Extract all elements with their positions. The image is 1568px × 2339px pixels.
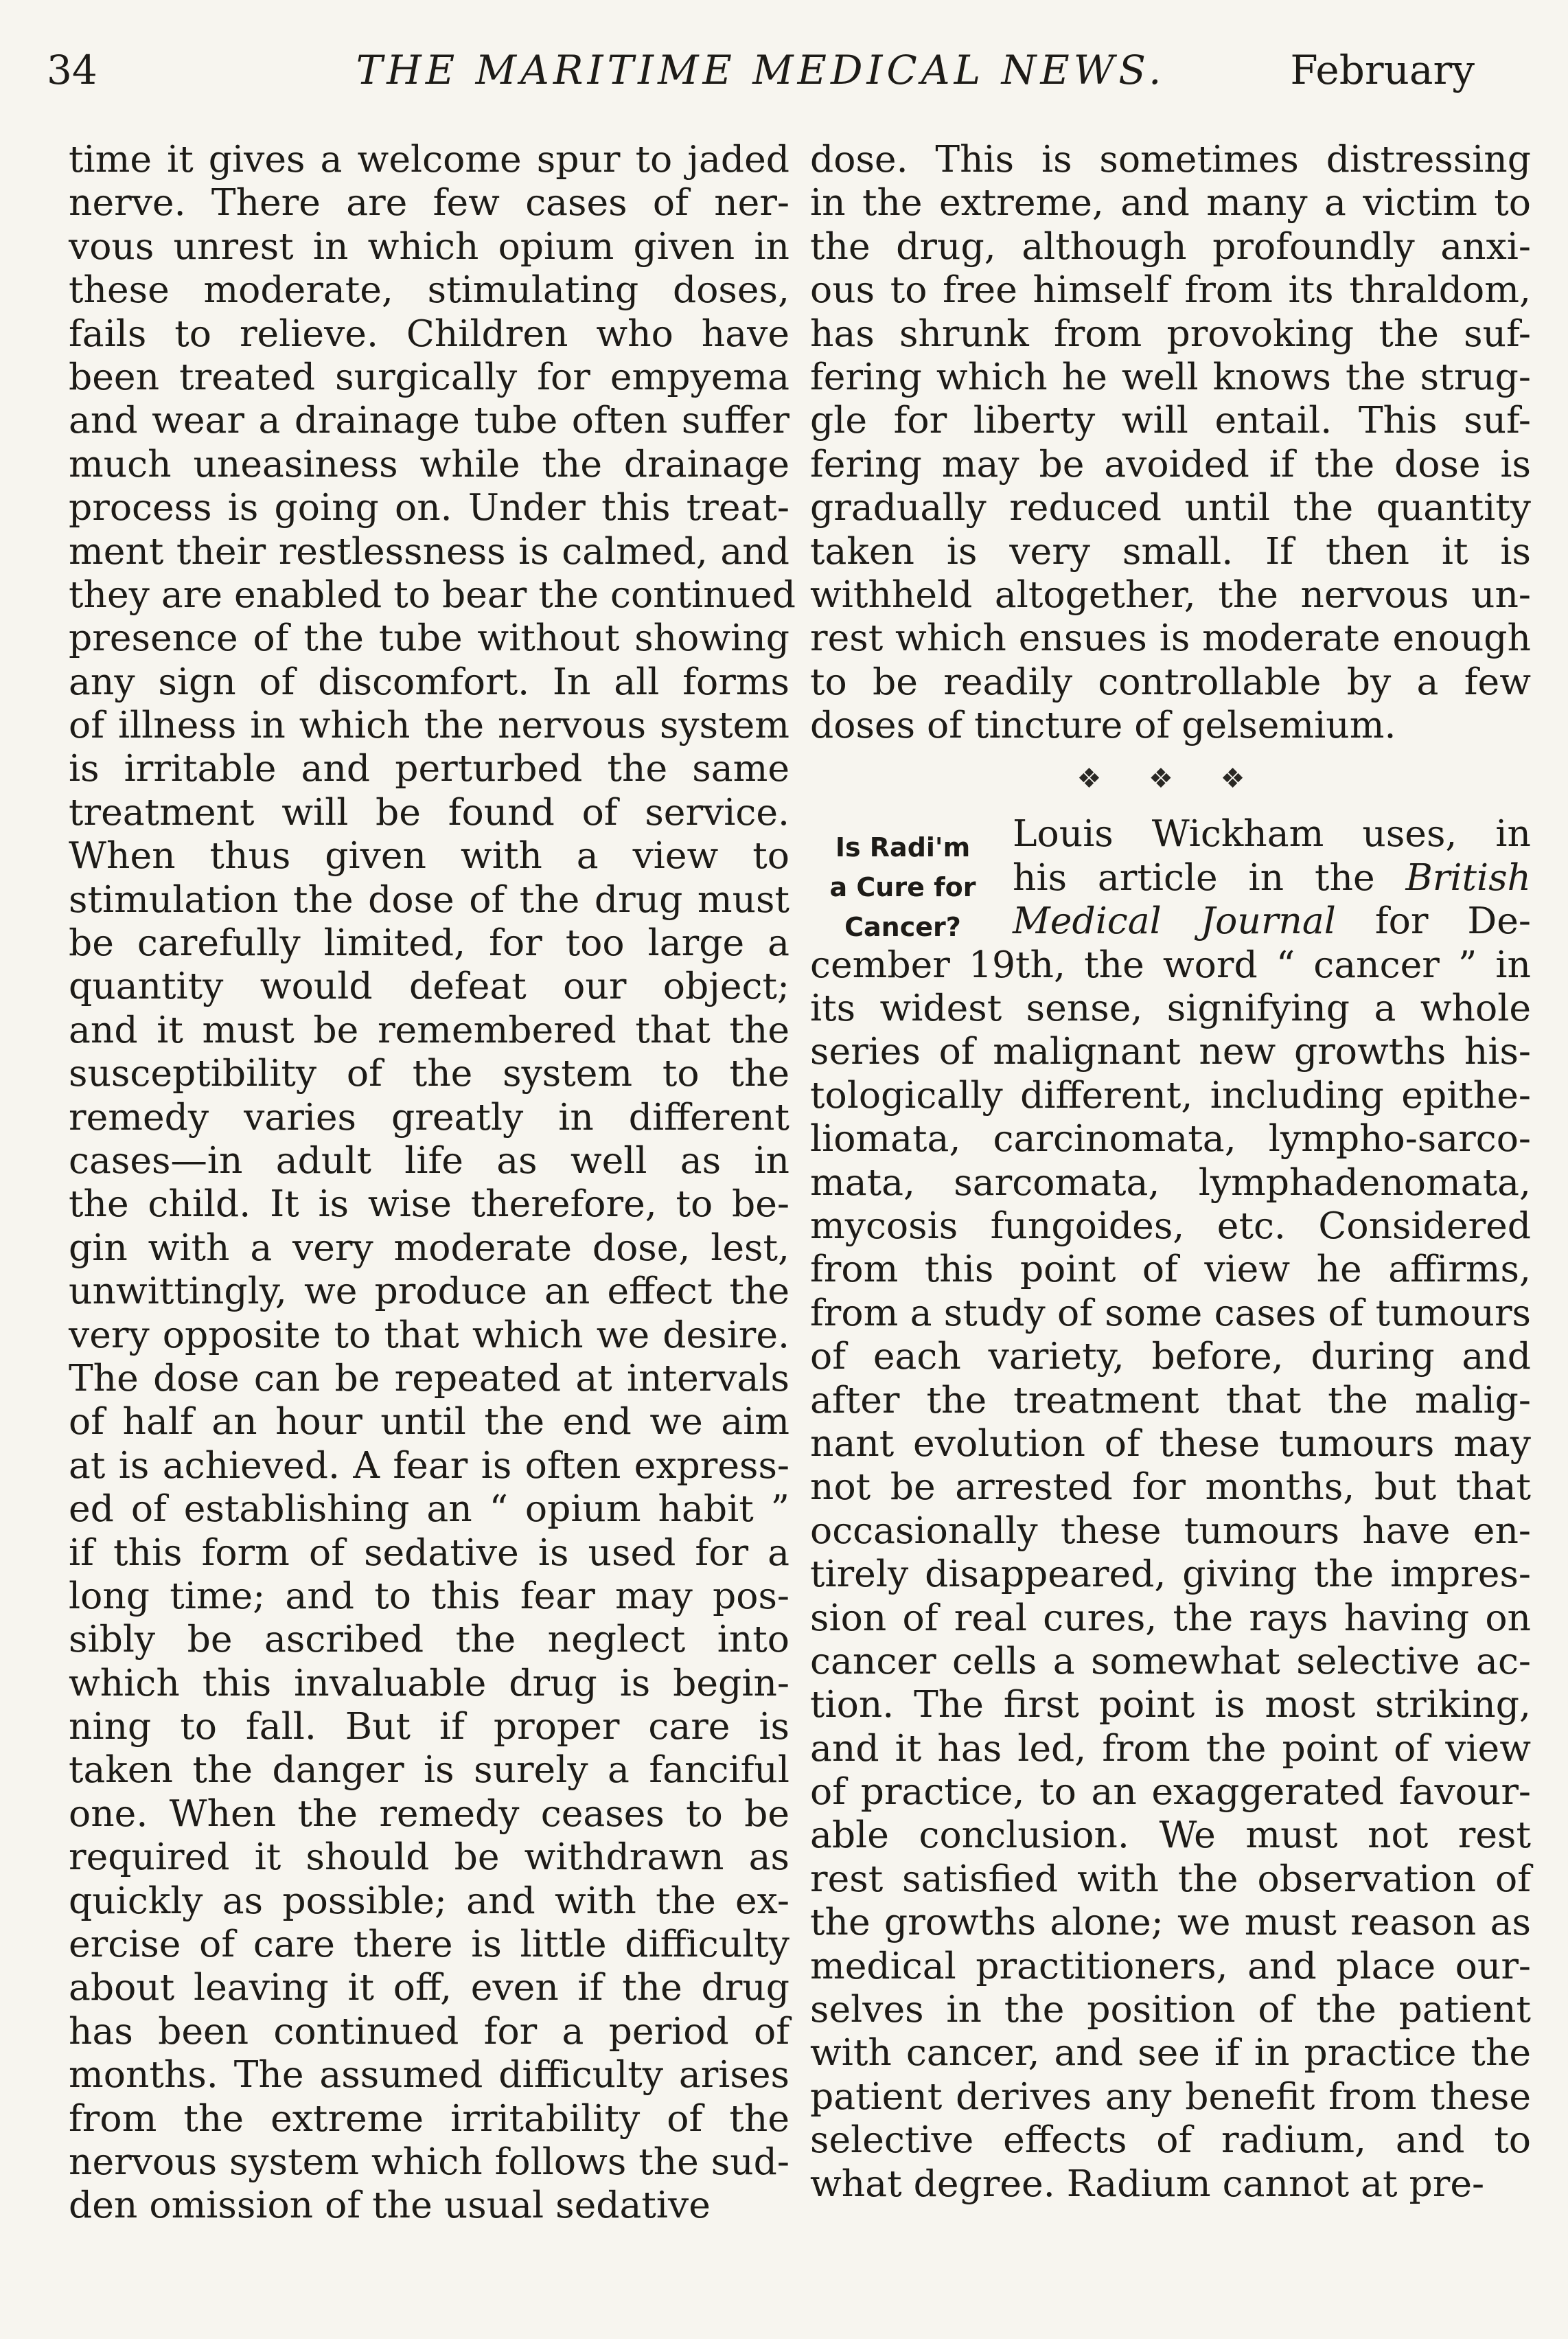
article-line: Medical Journal for De- (1013, 899, 1531, 943)
text-line: fails to relieve. Children who have (69, 311, 789, 355)
text-line: patient derives any benefit from these (810, 2074, 1531, 2118)
text-line: quantity would defeat our object; (69, 964, 789, 1008)
text-line: one. When the remedy ceases to be (69, 1791, 789, 1835)
text-line: taken is very small. If then it is (810, 529, 1531, 573)
text-line: ning to fall. But if proper care is (69, 1704, 789, 1748)
text-line: stimulation the dose of the drug must (69, 877, 789, 921)
text-line: not be arrested for months, but that (810, 1465, 1531, 1509)
text-line: in the extreme, and many a victim to (810, 181, 1531, 225)
text-line: tion. The first point is most striking, (810, 1682, 1531, 1726)
text-line: tirely disappeared, giving the impres- (810, 1552, 1531, 1596)
text-line: if this form of sedative is used for a (69, 1530, 789, 1574)
text-line: cember 19th, the word “ cancer ” in (810, 942, 1531, 986)
text-line: gle for liberty will entail. This suf- (810, 398, 1531, 442)
text-line: dose. This is sometimes distressing (810, 137, 1531, 181)
text-line: from this point of view he affirms, (810, 1247, 1531, 1291)
text-line: liomata, carcinomata, lympho-sarco- (810, 1117, 1531, 1161)
text-line: required it should be withdrawn as (69, 1835, 789, 1879)
text-line: what degree. Radium cannot at pre- (810, 2161, 1485, 2205)
text-line: selective effects of radium, and to (810, 2118, 1531, 2162)
text-line: months. The assumed difficulty arises (69, 2053, 789, 2097)
text-line: When thus given with a view to (69, 834, 789, 878)
text-line: fering may be avoided if the dose is (810, 442, 1531, 486)
text-line: doses of tincture of gelsemium. (810, 703, 1396, 747)
text-line: sion of real cures, the rays having on (810, 1595, 1531, 1639)
text-line: treatment will be found of service. (69, 790, 789, 834)
text-line: withheld altogether, the nervous un- (810, 572, 1531, 616)
text-line: den omission of the usual sedative (69, 2183, 711, 2227)
text-line: nant evolution of these tumours may (810, 1421, 1531, 1465)
text-line: of practice, to an exaggerated favour- (810, 1770, 1531, 1814)
text-line: mata, sarcomata, lymphadenomata, (810, 1160, 1531, 1204)
text-line: been treated surgically for empyema (69, 354, 789, 398)
text-line: gradually reduced until the quantity (810, 486, 1531, 529)
text-line: gin with a very moderate dose, lest, (69, 1225, 789, 1269)
issue-month: February (1290, 47, 1475, 93)
text-line: time it gives a welcome spur to jaded (69, 137, 789, 181)
text-line: of half an hour until the end we aim (69, 1400, 789, 1444)
text-line: they are enabled to bear the continued (69, 572, 796, 616)
left-column (69, 137, 796, 2227)
right-column (810, 137, 1531, 2205)
text-line: and it has led, from the point of view (810, 1726, 1531, 1770)
text-line: taken the danger is surely a fanciful (69, 1748, 789, 1792)
text-line: nerve. There are few cases of ner- (69, 181, 789, 225)
text-line: has been continued for a period of (69, 2009, 789, 2053)
section-ornament: ❖ ❖ ❖ (1076, 763, 1265, 795)
text-line: its widest sense, signifying a whole (810, 986, 1531, 1030)
text-line: presence of the tube without showing (69, 616, 789, 660)
journal-title: THE MARITIME MEDICAL NEWS. (356, 47, 1166, 93)
text-line: which this invaluable drug is begin- (69, 1661, 789, 1704)
text-line: series of malignant new growths his- (810, 1029, 1531, 1073)
running-header (47, 47, 1475, 109)
text-line: very opposite to that which we desire. (69, 1312, 789, 1356)
text-line: the drug, although profoundly anxi- (810, 224, 1531, 268)
sidenote-line: a Cure for (829, 872, 976, 902)
text-line: at is achieved. A fear is often express- (69, 1443, 789, 1487)
text-line: has shrunk from provoking the suf- (810, 311, 1531, 355)
text-line: of each variety, before, during and (810, 1334, 1531, 1378)
text-line: to be readily controllable by a few (810, 659, 1531, 703)
text-line: occasionally these tumours have en- (810, 1508, 1531, 1552)
sidenote-line: Is Radi'm (835, 832, 971, 863)
text-line: medical practitioners, and place our- (810, 1943, 1531, 1987)
text-line: the growths alone; we must reason as (810, 1900, 1531, 1944)
article-line: Louis Wickham uses, in (1013, 812, 1531, 856)
text-line: susceptibility of the system to the (69, 1051, 789, 1095)
page-number: 34 (47, 47, 97, 93)
text-line: mycosis fungoides, etc. Considered (810, 1203, 1531, 1247)
text-line: selves in the position of the patient (810, 1987, 1531, 2031)
text-line: long time; and to this fear may pos- (69, 1573, 789, 1617)
text-line: much uneasiness while the drainage (69, 442, 789, 486)
text-line: about leaving it off, even if the drug (69, 1965, 789, 2009)
text-line: and it must be remembered that the (69, 1007, 789, 1051)
text-line: rest satisfied with the observation of (810, 1856, 1531, 1900)
text-line: after the treatment that the malig- (810, 1378, 1531, 1422)
text-line: cancer cells a somewhat selective ac- (810, 1639, 1531, 1682)
journal-name-italic: Medical Journal (1013, 899, 1336, 943)
text-line: cases—in adult life as well as in (69, 1138, 789, 1182)
text-line: with cancer, and see if in practice the (810, 2031, 1531, 2075)
text-line: able conclusion. We must not rest (810, 1813, 1531, 1857)
text-line: tologically different, including epithe- (810, 1073, 1531, 1117)
text-line: fering which he well knows the strug- (810, 354, 1531, 398)
journal-name-italic: British (1405, 855, 1531, 899)
article-sidenote-heading (810, 828, 995, 947)
text-line: vous unrest in which opium given in (69, 224, 789, 268)
text-line: ment their restlessness is calmed, and (69, 529, 789, 573)
text-line: rest which ensues is moderate enough (810, 616, 1531, 660)
text-line: the child. It is wise therefore, to be- (69, 1182, 789, 1226)
text-line: of illness in which the nervous system (69, 703, 789, 747)
text-line: The dose can be repeated at intervals (69, 1356, 789, 1400)
text-line: ercise of care there is little difficulty (69, 1922, 789, 1966)
text-line: quickly as possible; and with the ex- (69, 1878, 789, 1922)
right-column-continuation (810, 137, 1531, 746)
text-line: is irritable and perturbed the same (69, 746, 789, 790)
article-body (810, 943, 1531, 2205)
text-line: these moderate, stimulating doses, (69, 268, 789, 312)
text-line: any sign of discomfort. In all forms (69, 659, 789, 703)
article-line: his article in the British (1013, 855, 1531, 899)
text-line: from the extreme irritability of the (69, 2096, 789, 2140)
text-line: nervous system which follows the sud- (69, 2139, 789, 2183)
text-line: sibly be ascribed the neglect into (69, 1617, 789, 1661)
sidenote-line: Cancer? (844, 912, 961, 942)
text-line: from a study of some cases of tumours (810, 1290, 1531, 1334)
text-line: ous to free himself from its thraldom, (810, 268, 1531, 312)
text-line: process is going on. Under this treat- (69, 486, 789, 529)
text-line: ed of establishing an “ opium habit ” (69, 1487, 789, 1531)
text-line: be carefully limited, for too large a (69, 921, 789, 965)
radium-article (810, 812, 1531, 2205)
text-line: unwittingly, we produce an effect the (69, 1269, 789, 1313)
text-line: remedy varies greatly in different (69, 1095, 789, 1139)
text-line: and wear a drainage tube often suffer (69, 398, 789, 442)
